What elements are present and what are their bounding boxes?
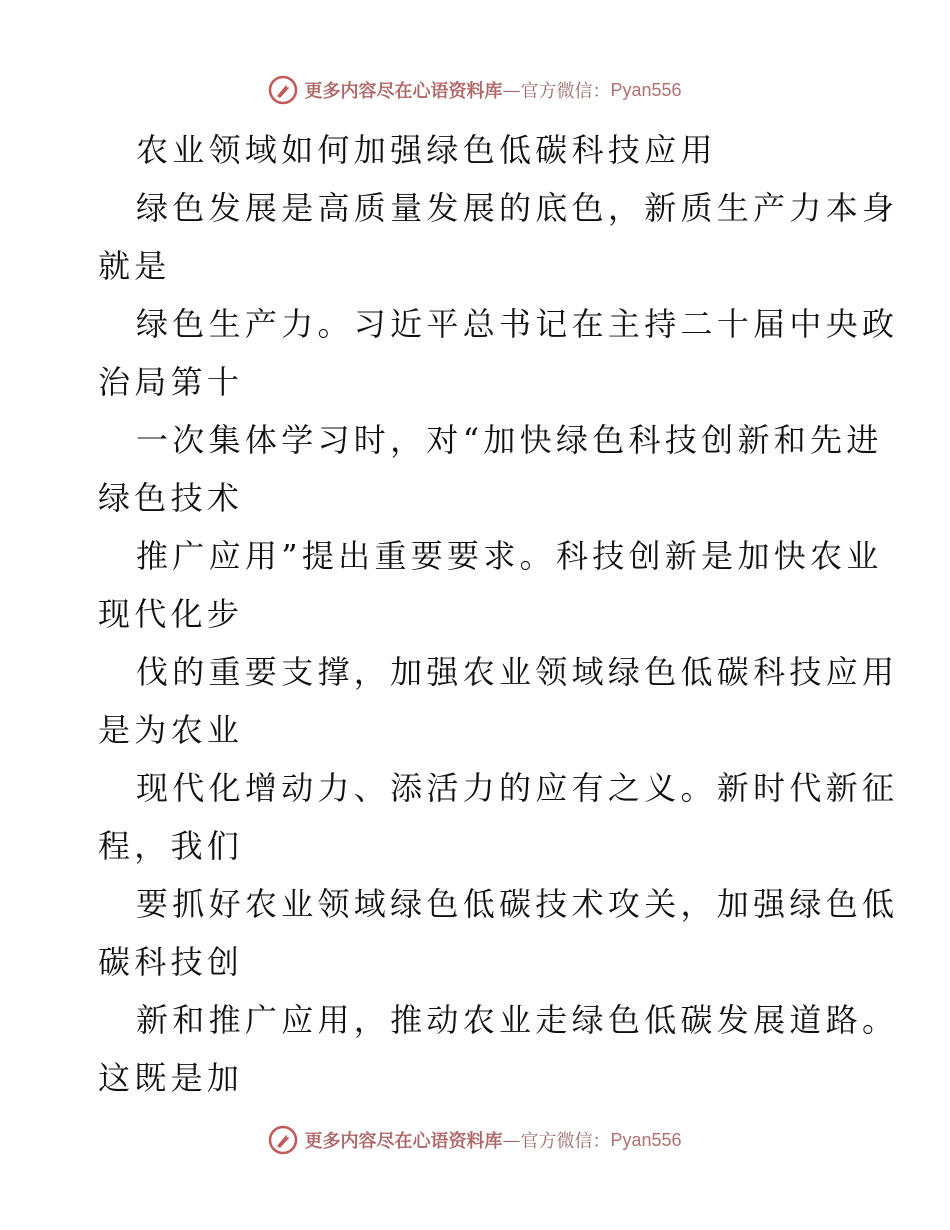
footer-separator: —: [502, 1129, 521, 1151]
paragraph-line: 新和推广应用，推动农业走绿色低碳发展道路。: [136, 1001, 899, 1039]
paragraph-line: 绿色生产力。习近平总书记在主持二十届中央政: [136, 305, 899, 343]
pen-nib-logo-icon: [268, 1125, 298, 1155]
paragraph-line: 伐的重要支撑，加强农业领域绿色低碳科技应用: [136, 653, 899, 691]
document-title: 农业领域如何加强绿色低碳科技应用: [136, 131, 717, 169]
paragraph-line: 就是: [98, 247, 171, 285]
paragraph-line: 一次集体学习时，对“加快绿色科技创新和先进: [136, 421, 883, 459]
paragraph-line: 现代化增动力、添活力的应有之义。新时代新征: [136, 769, 899, 807]
paragraph-line: 治局第十: [98, 363, 244, 401]
footer-contact-label: 官方微信：: [520, 1131, 611, 1152]
footer-banner: [0, 1120, 950, 1160]
paragraph-line: 推广应用”提出重要要求。科技创新是加快农业: [136, 537, 883, 575]
paragraph-line: 绿色技术: [98, 479, 244, 517]
header-banner-text: 更多内容尽在心语资料库: [304, 81, 503, 102]
pen-nib-logo-icon: [268, 75, 298, 105]
paragraph-line: 是为农业: [98, 711, 244, 749]
header-banner: [0, 70, 950, 110]
paragraph-line: 绿色发展是高质量发展的底色，新质生产力本身: [136, 189, 899, 227]
header-separator: —: [502, 79, 521, 101]
header-contact-id: Pyan556: [610, 79, 682, 100]
paragraph-line: 碳科技创: [98, 943, 244, 981]
footer-contact-id: Pyan556: [610, 1129, 682, 1150]
footer-banner-text: 更多内容尽在心语资料库: [304, 1131, 503, 1152]
paragraph-line: 程，我们: [98, 827, 244, 865]
paragraph-line: 要抓好农业领域绿色低碳技术攻关，加强绿色低: [136, 885, 899, 923]
paragraph-line: 现代化步: [98, 595, 244, 633]
paragraph-line: 这既是加: [98, 1059, 244, 1097]
header-contact-label: 官方微信：: [520, 81, 611, 102]
